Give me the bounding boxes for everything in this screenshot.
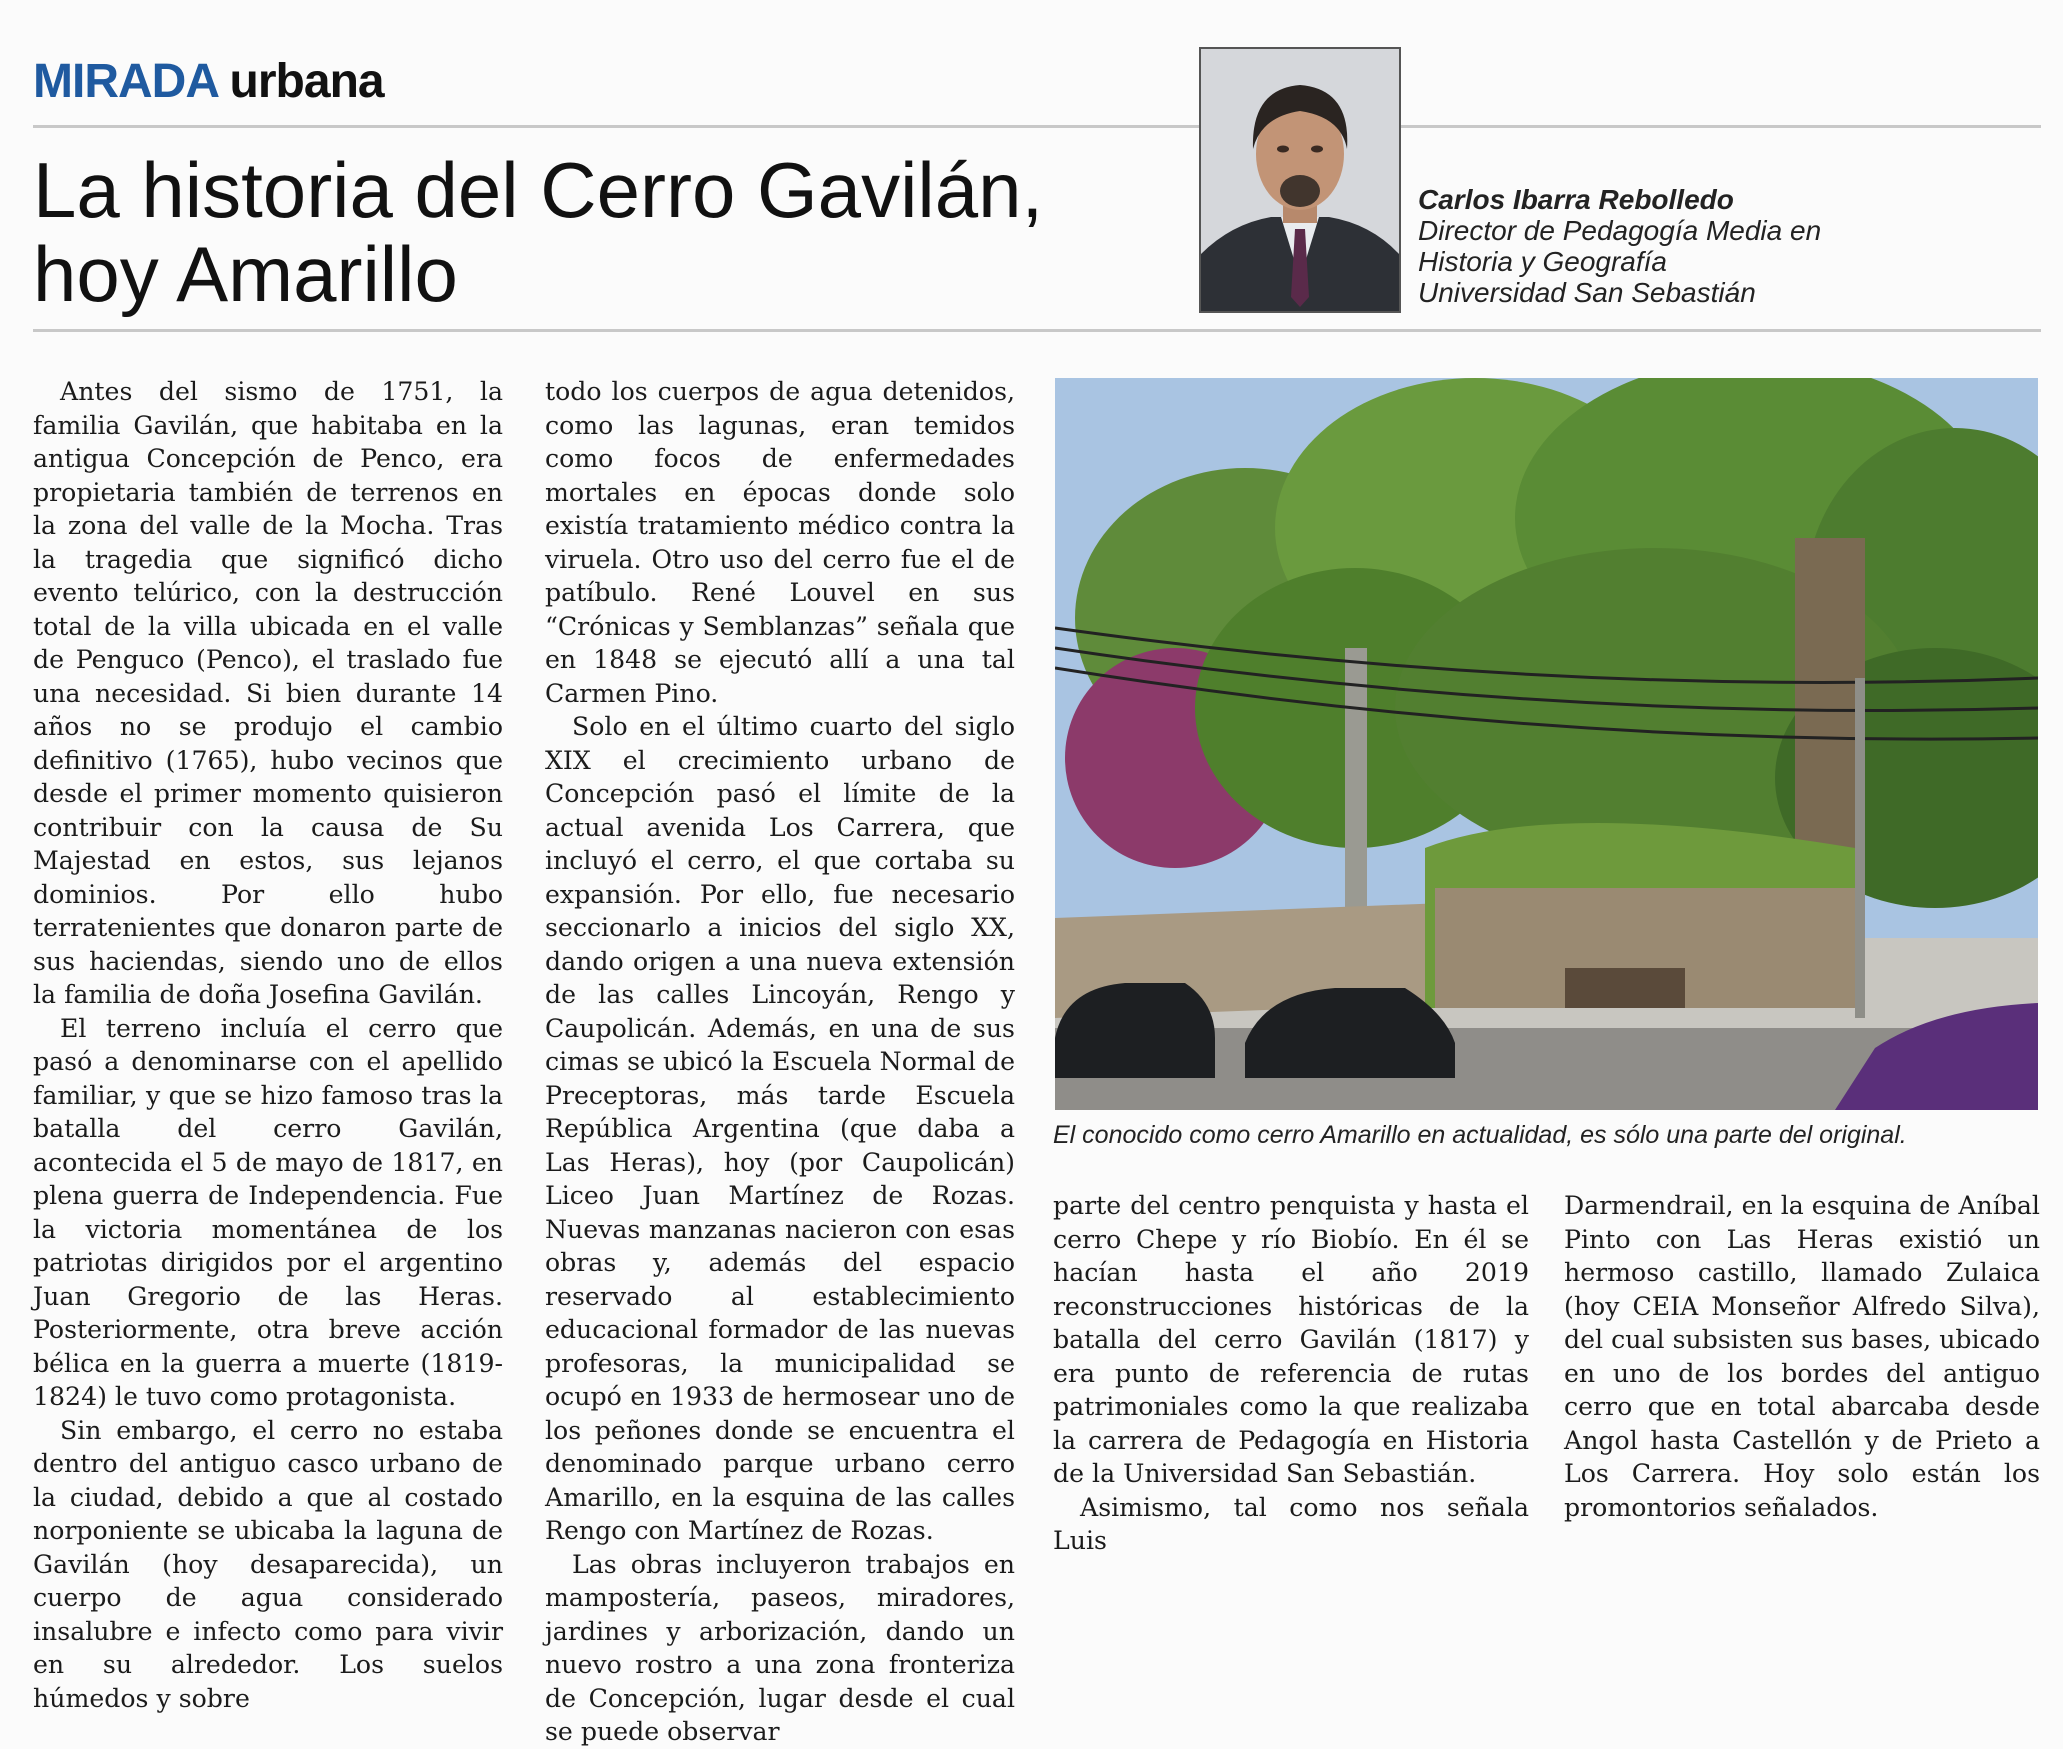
author-title-line-2: Historia y Geografía: [1418, 246, 1667, 277]
paragraph: Darmendrail, en la esquina de Aníbal Pinto con Las Heras existió un hermoso castillo, llamado Zulaica (hoy CEIA Monseñor Alfredo Silva), del cual subsisten sus bases, ubicado en uno de los bordes del antiguo cerro que en total abarcaba desde Angol hasta Castellón y de Prieto a Los Carrera. Hoy solo están los promontorios señalados.: [1564, 1191, 2040, 1522]
headline-line-1: La historia del Cerro Gavilán,: [33, 146, 1044, 234]
paragraph: Sin embargo, el cerro no estaba dentro del antiguo casco urbano de la ciudad, debido a que al costado norponiente se ubicaba la laguna de Gavilán (hoy desaparecida), un cuerpo de agua considerado insalubre e infecto como para vivir en su alrededor. Los suelos húmedos y sobre: [33, 1415, 503, 1713]
section-label: [33, 52, 384, 112]
paragraph: Antes del sismo de 1751, la familia Gavilán, que habitaba en la antigua Concepción de Penco, era propietaria también de terrenos en la zona del valle de la Mocha. Tras la tragedia que significó dicho evento telúrico, con la destrucción total de la villa ubicada en el valle de Penguco (Penco), el traslado fue una necesidad. Si bien durante 14 años no se produjo el cambio definitivo (1765), hubo vecinos que desde el primer momento quisieron contribuir con la causa de Su Majestad en estos, sus lejanos dominios. Por ello hubo terratenientes que donaron parte de sus haciendas, siendo uno de ellos la familia de doña Josefina Gavilán.: [33, 377, 503, 1009]
photo-caption: El conocido como cerro Amarillo en actualidad, es sólo una parte del original.: [1053, 1121, 1907, 1149]
paragraph: Solo en el último cuarto del siglo XIX el crecimiento urbano de Concepción pasó el límite de la actual avenida Los Carrera, que incluyó el cerro, el que cortaba su expansión. Por ello, fue necesario seccionarlo a inicios del siglo XX, dando origen a una nueva extensión de las calles Lincoyán, Rengo y Caupolicán. Además, en una de sus cimas se ubicó la Escuela Normal de Preceptoras, más tarde Escuela República Argentina (que daba a Las Heras), hoy (por Caupolicán) Liceo Juan Martínez de Rozas. Nuevas manzanas nacieron con esas obras y, además del espacio reservado al establecimiento educacional formador de las nuevas profesoras, la municipalidad se ocupó en 1933 de hermosear uno de los peñones donde se encuentra el denominado parque urbano cerro Amarillo, en la esquina de las calles Rengo con Martínez de Rozas.: [545, 712, 1015, 1545]
body-column-2: [545, 375, 1015, 1749]
author-name: Carlos Ibarra Rebolledo: [1418, 184, 1734, 215]
author-credit: [1418, 184, 1821, 308]
body-column-1: [33, 375, 503, 1715]
section-label-prefix: MIRADA: [33, 55, 218, 108]
top-divider: [33, 125, 2041, 128]
section-label-suffix: urbana: [229, 55, 384, 108]
paragraph: parte del centro penquista y hasta el cerro Chepe y río Biobío. En él se hacían hasta el año 2019 reconstrucciones históricas de la batalla del cerro Gavilán (1817) y era punto de referencia de rutas patrimoniales como la que realizaba la carrera de Pedagogía en Historia de la Universidad San Sebastián.: [1053, 1191, 1529, 1488]
author-title-line-1: Director de Pedagogía Media en: [1418, 215, 1822, 246]
article-photo: [1055, 378, 2038, 1110]
header-divider: [33, 329, 2041, 332]
body-column-3: [1053, 1189, 1529, 1558]
article-headline: [33, 148, 1133, 316]
author-portrait-illustration: [1201, 49, 1399, 311]
body-column-4: [1564, 1189, 2040, 1524]
paragraph: Asimismo, tal como nos señala Luis: [1053, 1492, 1529, 1555]
paragraph: Las obras incluyeron trabajos en mampostería, paseos, miradores, jardines y arborización, dando un nuevo rostro a una zona fronteriza de Concepción, lugar desde el cual se puede observar: [545, 1549, 1015, 1746]
author-photo: [1199, 47, 1401, 313]
cerro-amarillo-photo-illustration: [1055, 378, 2038, 1110]
headline-line-2: hoy Amarillo: [33, 230, 458, 318]
paragraph: todo los cuerpos de agua detenidos, como las lagunas, eran temidos como focos de enfermedades mortales en épocas donde solo existía tratamiento médico contra la viruela. Otro uso del cerro fue el de patíbulo. René Louvel en sus “Crónicas y Semblanzas” señala que en 1848 se ejecutó allí a una tal Carmen Pino.: [545, 377, 1015, 708]
paragraph: El terreno incluía el cerro que pasó a denominarse con el apellido familiar, y que se hizo famoso tras la batalla del cerro Gavilán, acontecida el 5 de mayo de 1817, en plena guerra de Independencia. Fue la victoria momentánea de los patriotas dirigidos por el argentino Juan Gregorio de las Heras. Posteriormente, otra breve acción bélica en la guerra a muerte (1819-1824) le tuvo como protagonista.: [33, 1013, 503, 1411]
author-title-line-3: Universidad San Sebastián: [1418, 277, 1756, 308]
